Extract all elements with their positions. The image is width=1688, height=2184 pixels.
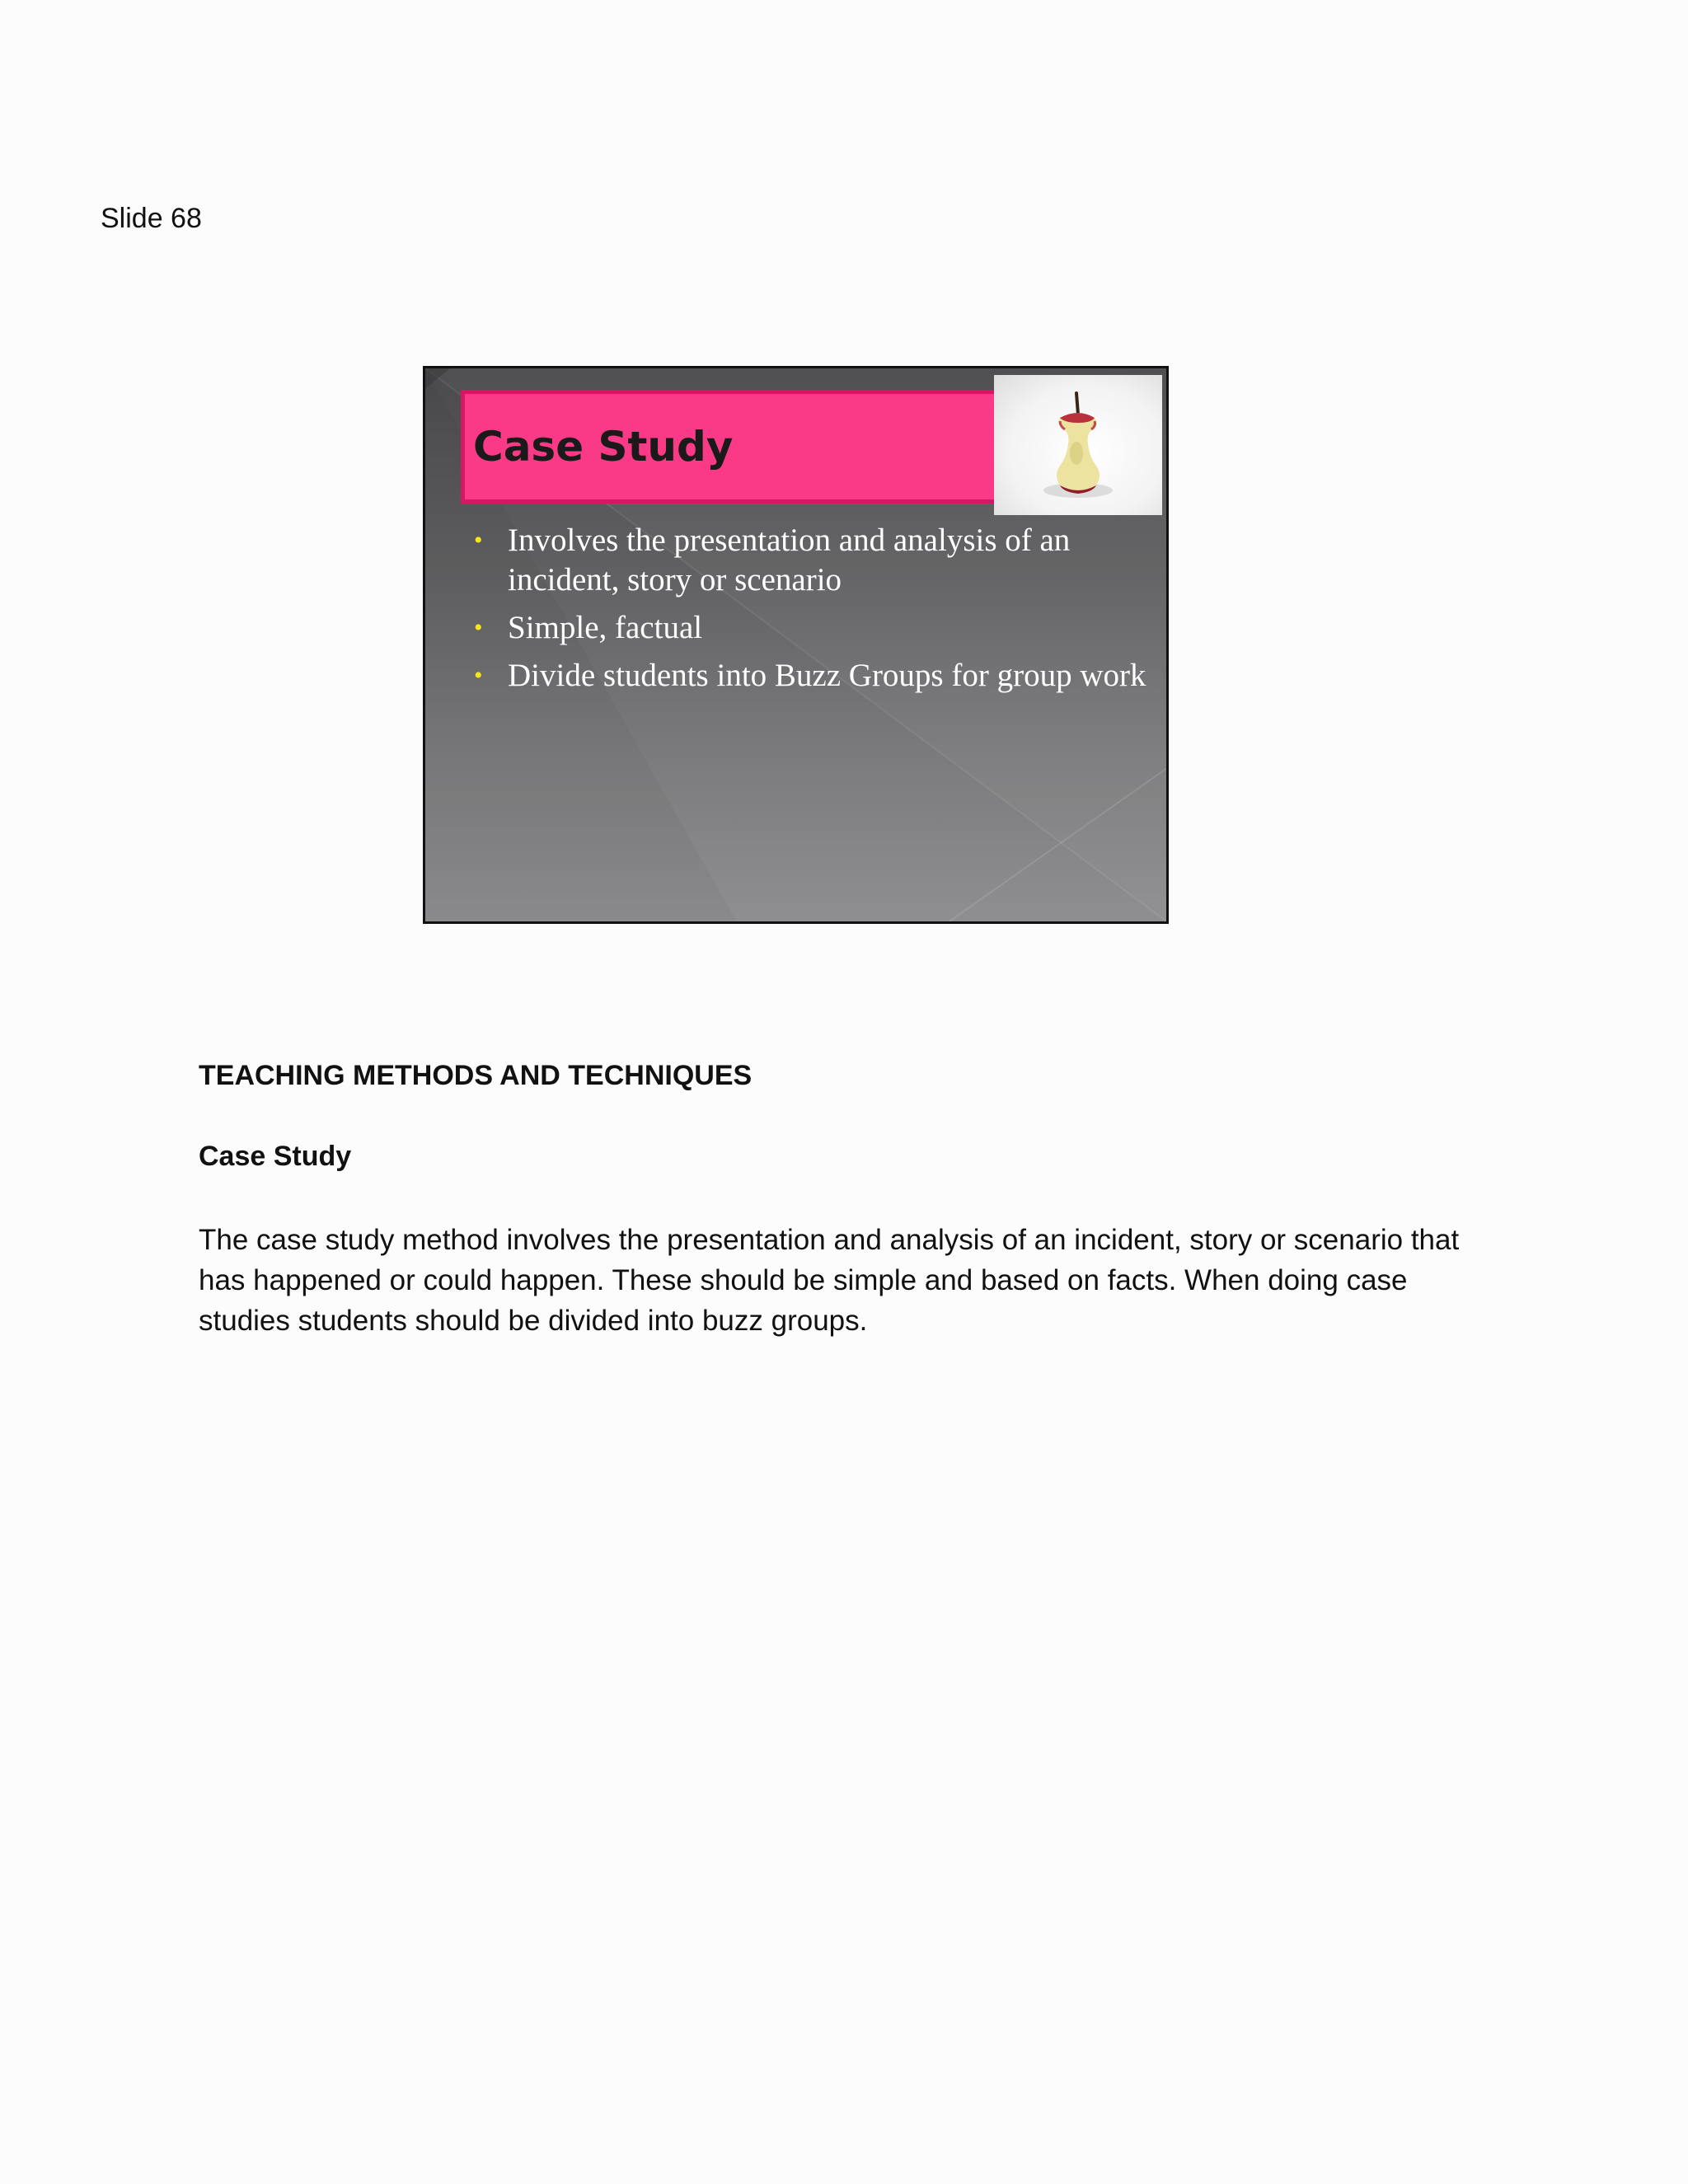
notes-heading: TEACHING METHODS AND TECHNIQUES bbox=[199, 1060, 753, 1091]
slide-number-label: Slide 68 bbox=[101, 203, 202, 234]
bullet-marker-icon: • bbox=[474, 614, 483, 641]
notes-body-paragraph: The case study method involves the presentation and analysis of an incident, story or scenario that has happened or could happen. These should be simple and based on facts. When doing case studies students should be divided into buzz groups. bbox=[199, 1224, 1460, 1337]
notes-subheading: Case Study bbox=[199, 1141, 352, 1172]
slide-bullet-item bbox=[471, 608, 1146, 648]
slide-bullet-list bbox=[471, 521, 1146, 704]
apple-core-illustration bbox=[994, 375, 1162, 515]
slide-thumbnail bbox=[423, 366, 1169, 924]
slide-bullet-item bbox=[471, 521, 1146, 600]
slide-title: Case Study bbox=[473, 423, 734, 471]
slide-bullet-text: Divide students into Buzz Groups for group work bbox=[508, 658, 1146, 693]
slide-title-bar bbox=[461, 390, 1005, 504]
bullet-marker-icon: • bbox=[474, 527, 483, 554]
apple-core-icon bbox=[994, 375, 1162, 515]
slide-bullet-text: Involves the presentation and analysis of an incident, story or scenario bbox=[508, 523, 1071, 598]
slide-bullet-item bbox=[471, 656, 1146, 696]
bullet-marker-icon: • bbox=[474, 662, 483, 689]
slide-bullet-text: Simple, factual bbox=[508, 610, 703, 645]
